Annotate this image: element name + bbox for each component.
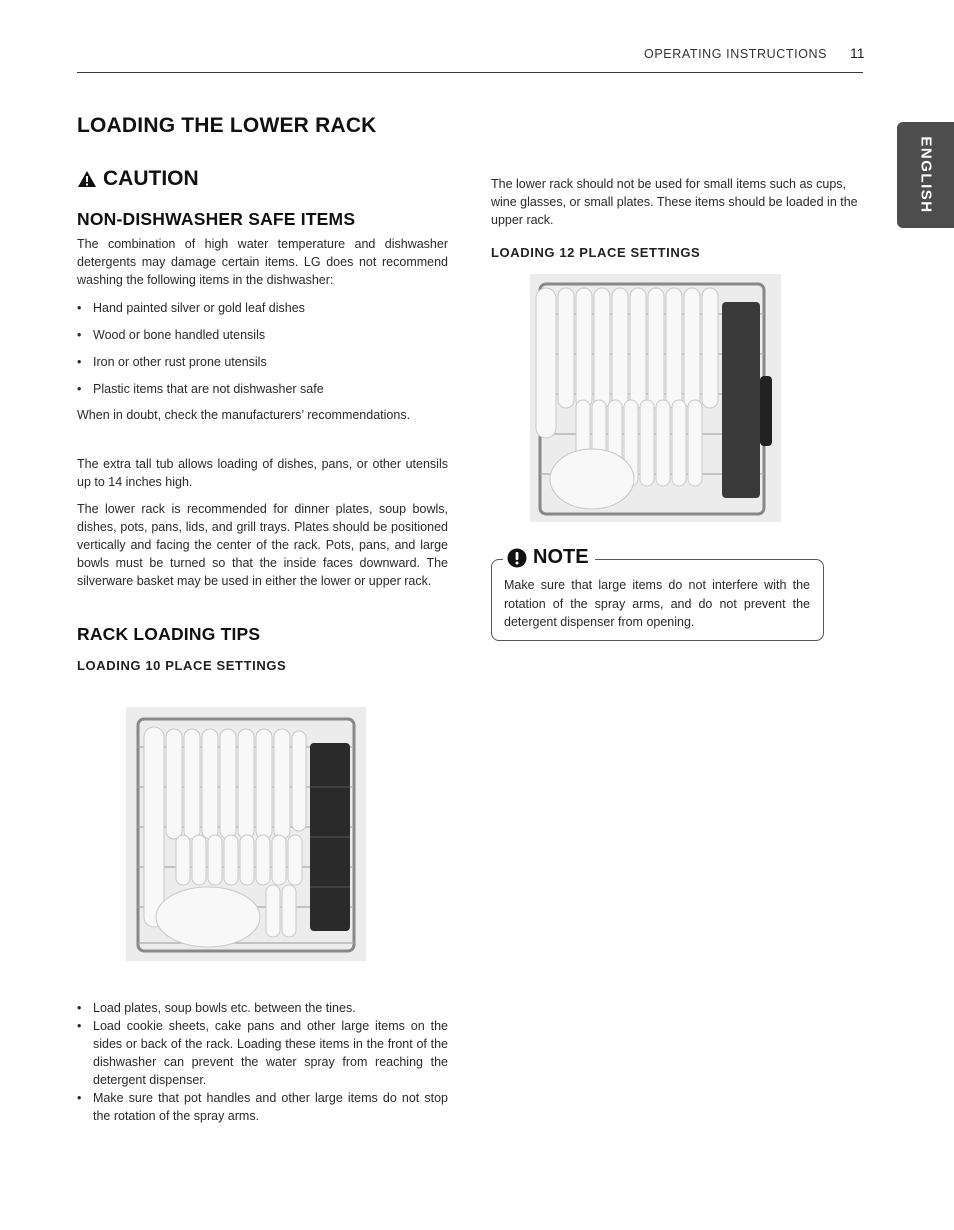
rack-illustration-10 — [126, 707, 366, 961]
tub-height-paragraph: The extra tall tub allows loading of dishes, pans, or other utensils up to 14 inches high. — [77, 457, 448, 489]
lower-rack-paragraph: The lower rack is recommended for dinner plates, soup bowls, dishes, pots, pans, lids, and grill trays. Plates should be positioned vertically and facing the center of the rack. Pots, pans, and large bowls must be turned so that the inside faces downward. The silverware basket may be used in either the lower or upper rack. — [77, 502, 448, 588]
note-heading — [503, 546, 595, 569]
caution-heading — [77, 167, 199, 191]
caution-subheading: NON-DISHWASHER SAFE ITEMS — [77, 209, 356, 229]
caution-label: CAUTION — [103, 167, 199, 190]
caution-list — [77, 299, 448, 398]
tips-list — [77, 999, 448, 1125]
rack-photo-12-settings — [530, 274, 781, 522]
page-title: LOADING THE LOWER RACK — [77, 114, 377, 137]
rack-photo-10-settings — [126, 707, 366, 961]
ten-settings-heading: LOADING 10 PLACE SETTINGS — [77, 658, 287, 673]
caution-intro: The combination of high water temperature and dishwasher detergents may damage certain items. LG does not recommend washing the following items in the dishwasher: — [77, 237, 448, 287]
page-number: 11 — [850, 45, 865, 61]
list-item: • Iron or other rust prone utensils — [77, 353, 448, 371]
list-item: • Load plates, soup bowls etc. between the tines. — [77, 999, 448, 1017]
header-rule — [77, 72, 863, 73]
running-header: OPERATING INSTRUCTIONS — [644, 47, 828, 61]
list-item: • Load cookie sheets, cake pans and other large items on the sides or back of the rack. Loading these items in the front of the dishwasher can prevent the water spray from reaching the detergent dispenser. — [77, 1017, 448, 1089]
exclamation-icon — [507, 548, 527, 568]
list-item: • Make sure that pot handles and other large items do not stop the rotation of the spray arms. — [77, 1089, 448, 1125]
caution-closing: When in doubt, check the manufacturers’ recommendations. — [77, 408, 411, 422]
note-text: Make sure that large items do not interfere with the rotation of the spray arms, and do not prevent the detergent dispenser from opening. — [504, 578, 810, 629]
list-item: • Hand painted silver or gold leaf dishes — [77, 299, 448, 317]
warning-icon — [77, 170, 97, 188]
language-tab-label: ENGLISH — [917, 136, 934, 214]
list-item: • Plastic items that are not dishwasher safe — [77, 380, 448, 398]
tips-heading: RACK LOADING TIPS — [77, 624, 261, 644]
rack-illustration-12 — [530, 274, 781, 522]
small-items-paragraph: The lower rack should not be used for small items such as cups, wine glasses, or small plates. These items should be loaded in the upper rack. — [491, 177, 858, 227]
note-label: NOTE — [533, 546, 589, 568]
list-item: • Wood or bone handled utensils — [77, 326, 448, 344]
twelve-settings-heading: LOADING 12 PLACE SETTINGS — [491, 245, 701, 260]
language-tab — [897, 122, 954, 228]
